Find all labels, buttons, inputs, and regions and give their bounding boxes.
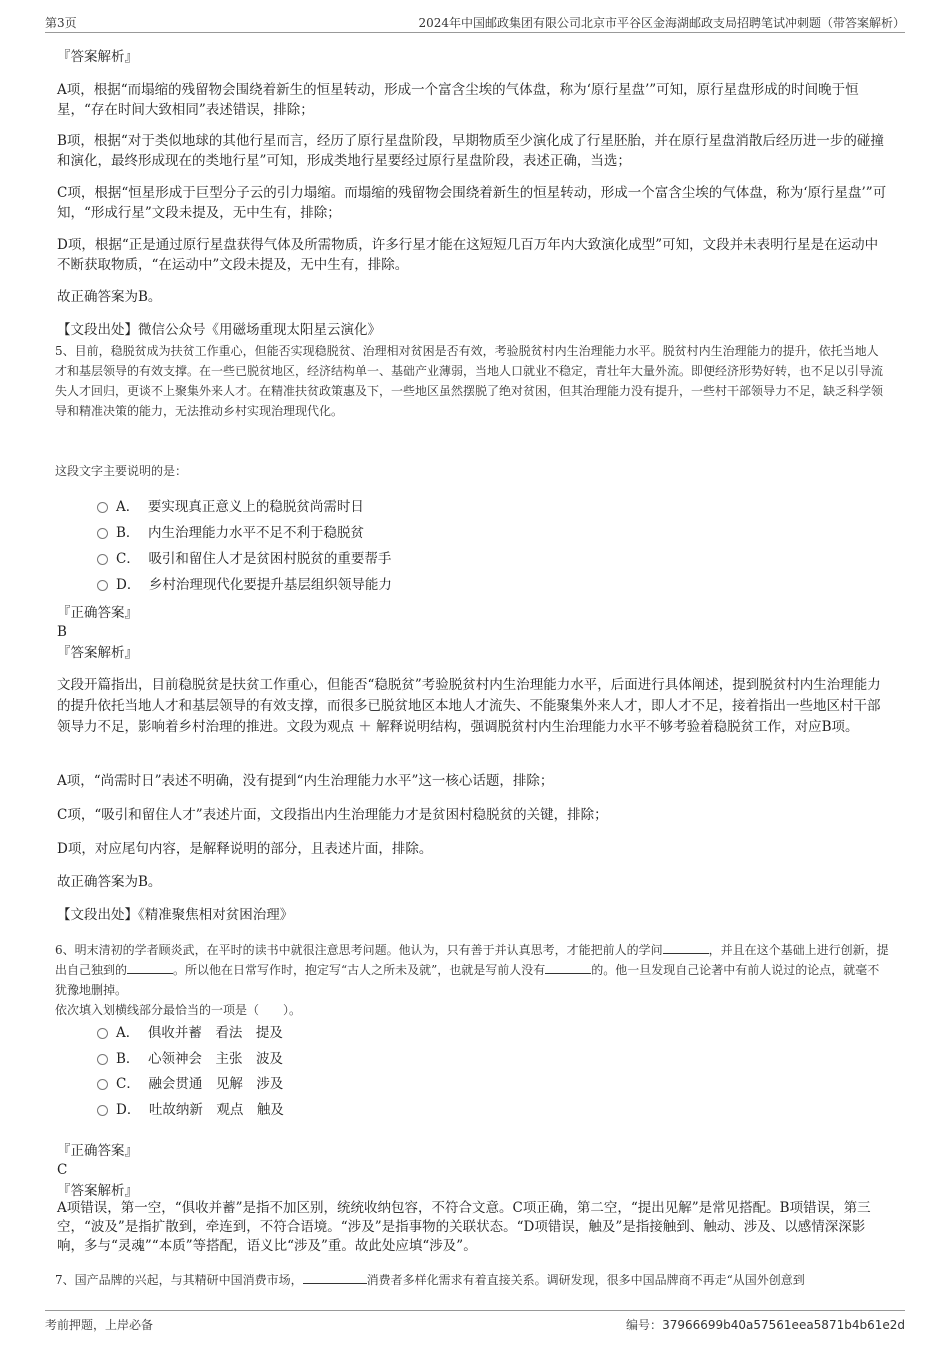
q5-answer: B bbox=[57, 624, 67, 640]
q6-option-b[interactable]: B． 心领神会 主张 波及 bbox=[97, 1049, 283, 1069]
q5-analysis-label: 『答案解析』 bbox=[57, 645, 138, 661]
q5-option-a[interactable]: A． 要实现真正意义上的稳脱贫尚需时日 bbox=[97, 497, 364, 517]
q4-source: 【文段出处】微信公众号《用磁场重现太阳星云演化》 bbox=[57, 322, 381, 338]
q4-analysis-a: A项，根据“而塌缩的残留物会围绕着新生的恒星转动，形成一个富含尘埃的气体盘，称为‘原行星盘’”可知，原行星盘形成的时间晚于恒星，“存在时间大致相同”表述错误，排除； bbox=[57, 82, 859, 118]
q6-stem: 6、明末清初的学者顾炎武，在平时的读书中就很注意思考问题。他认为，只有善于并认真思考，才能把前人的学问 ，并且在这个基础上进行创新，提出自己独到的 。所以他在日常写作时，抱定写“古人之所未及就”，也就是写前人没有 的。他一旦发现自己论著中有前人说过的论点，就毫不犹豫地删掉。 bbox=[55, 940, 890, 1000]
blank-1 bbox=[303, 1270, 367, 1284]
q5-stem: 5、目前，稳脱贫成为扶贫工作重心，但能否实现稳脱贫、治理相对贫困是否有效，考验脱贫村内生治理能力水平。脱贫村内生治理能力的提升，依托当地人才和基层领导的有效支撑。在一些已脱贫地区，经济结构单一、基础产业薄弱，当地人口就业不稳定，青壮年大量外流。即便经济形势好转，也不足以引导流失人才回归，更谈不上聚集外来人才。在精准扶贫政策惠及下，一些地区虽然摆脱了绝对贫困，但其治理能力没有提升，一些村干部领导力不足，缺乏科学领导和精准决策的能力，无法推动乡村实现治理现代化。 bbox=[55, 344, 884, 418]
q5-answer-label: 『正确答案』 bbox=[57, 605, 138, 621]
q4-conclusion: 故正确答案为B。 bbox=[57, 289, 162, 305]
page-number: 第3页 bbox=[45, 16, 77, 30]
radio-icon[interactable] bbox=[97, 502, 108, 513]
blank-1 bbox=[663, 940, 709, 954]
radio-icon[interactable] bbox=[97, 580, 108, 591]
page-footer bbox=[45, 1310, 905, 1332]
q5-source: 【文段出处】《精准聚焦相对贫困治理》 bbox=[57, 907, 294, 923]
q7-stem: 7、国产品牌的兴起，与其精研中国消费市场， 消费者多样化需求有着直接关系。调研发现，很多中国品牌商不再走“从国外创意到 bbox=[55, 1270, 890, 1290]
q5-analysis-main: 文段开篇指出，目前稳脱贫是扶贫工作重心，但能否“稳脱贫”考验脱贫村内生治理能力水平，后面进行具体阐述，提到脱贫村内生治理能力的提升依托当地人才和基层领导的有效支撑，而很多已脱贫地区本地人才流失、不能聚集外来人才，即人才不足，接着指出一些地区村干部领导力不足，影响着乡村治理的推进。文段为观点 ＋ 解释说明结构，强调脱贫村内生治理能力水平不够考验着稳脱贫工作，对应B项。 bbox=[57, 677, 881, 735]
radio-icon[interactable] bbox=[97, 554, 108, 565]
document-title: 2024年中国邮政集团有限公司北京市平谷区金海湖邮政支局招聘笔试冲刺题（带答案解析） bbox=[418, 16, 905, 30]
footer-slogan: 考前押题，上岸必备 bbox=[45, 1318, 154, 1332]
q6-option-a[interactable]: A． 俱收并蓄 看法 提及 bbox=[97, 1023, 283, 1043]
q5-option-b[interactable]: B． 内生治理能力水平不足不利于稳脱贫 bbox=[97, 523, 364, 543]
q5-analysis-c: C项，“吸引和留住人才”表述片面，文段指出内生治理能力才是贫困村稳脱贫的关键，排除； bbox=[57, 807, 608, 823]
q4-analysis-b: B项，根据“对于类似地球的其他行星而言，经历了原行星盘阶段，早期物质至少演化成了行星胚胎，并在原行星盘消散后经历进一步的碰撞和演化，最终形成现在的类地行星”可知，形成类地行星要经过原行星盘阶段，表述正确，当选； bbox=[57, 133, 884, 169]
q6-analysis: A项错误，第一空，“俱收并蓄”是指不加区别，统统收纳包容，不符合文意。C项正确，第二空，“提出见解”是常见搭配。B项错误，第三空，“波及”是指扩散到，牵连到，不符合语境。“涉及”是指事物的关联状态。“D项错误，触及”是指接触到、触动、涉及、以感情深深影响，多与“灵魂”“本质”等搭配，语义比“涉及”重。故此处应填“涉及”。 bbox=[57, 1200, 871, 1254]
blank-2 bbox=[127, 960, 173, 974]
radio-icon[interactable] bbox=[97, 1105, 108, 1116]
blank-3 bbox=[545, 960, 591, 974]
q6-answer-label: 『正确答案』 bbox=[57, 1143, 138, 1159]
document-code: 编号：37966699b40a57561eea5871b4b61e2d bbox=[626, 1318, 905, 1332]
q6-analysis-label: 『答案解析』 bbox=[57, 1183, 138, 1199]
q6-option-c[interactable]: C． 融会贯通 见解 涉及 bbox=[97, 1074, 283, 1094]
radio-icon[interactable] bbox=[97, 528, 108, 539]
q6-question: 依次填入划横线部分最恰当的一项是（ ）。 bbox=[55, 1003, 302, 1017]
q5-analysis-d: D项，对应尾句内容，是解释说明的部分，且表述片面，排除。 bbox=[57, 841, 433, 857]
page-header bbox=[45, 14, 905, 33]
q4-analysis-d: D项，根据“正是通过原行星盘获得气体及所需物质，许多行星才能在这短短几百万年内大致演化成型”可知，文段并未表明行星是在运动中不断获取物质，“在运动中”文段未提及，无中生有，排除。 bbox=[57, 237, 879, 273]
q6-option-d[interactable]: D． 吐故纳新 观点 触及 bbox=[97, 1100, 284, 1120]
radio-icon[interactable] bbox=[97, 1054, 108, 1065]
q4-analysis-label: 『答案解析』 bbox=[57, 49, 138, 65]
q5-conclusion: 故正确答案为B。 bbox=[57, 874, 162, 890]
q5-option-d[interactable]: D． 乡村治理现代化要提升基层组织领导能力 bbox=[97, 575, 392, 595]
q5-option-c[interactable]: C． 吸引和留住人才是贫困村脱贫的重要帮手 bbox=[97, 549, 391, 569]
q5-analysis-a: A项，“尚需时日”表述不明确，没有提到“内生治理能力水平”这一核心话题，排除； bbox=[57, 773, 554, 789]
radio-icon[interactable] bbox=[97, 1028, 108, 1039]
radio-icon[interactable] bbox=[97, 1079, 108, 1090]
q5-question: 这段文字主要说明的是： bbox=[55, 464, 188, 478]
q4-analysis-c: C项，根据“恒星形成于巨型分子云的引力塌缩。而塌缩的残留物会围绕着新生的恒星转动，形成一个富含尘埃的气体盘，称为‘原行星盘’”可知，“形成行星”文段未提及，无中生有，排除； bbox=[57, 185, 887, 221]
q6-answer: C bbox=[57, 1162, 68, 1178]
